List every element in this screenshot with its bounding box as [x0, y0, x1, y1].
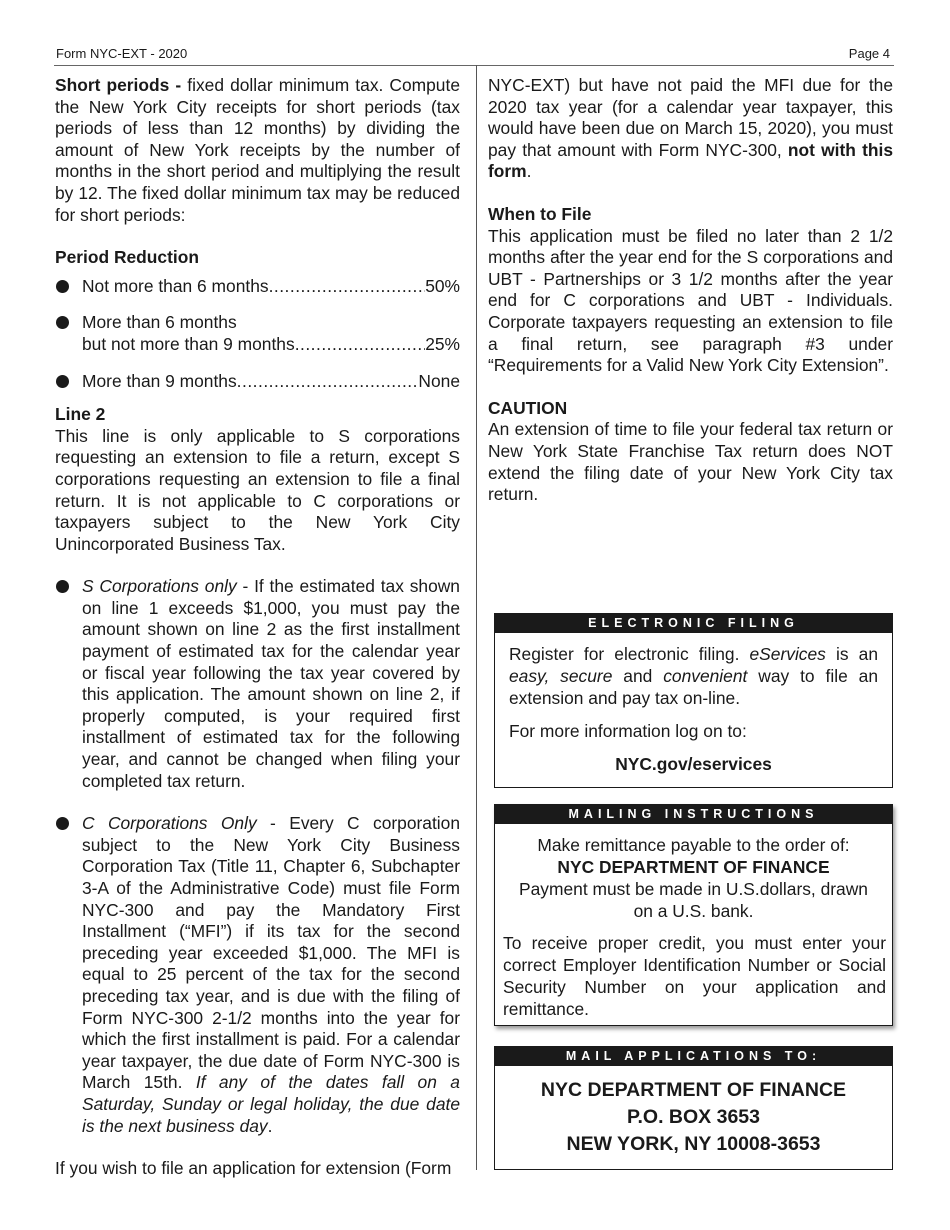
more-info-text: For more information log on to: — [509, 721, 747, 741]
caution-heading: CAUTION — [488, 397, 568, 418]
mfi-continued-text: NYC-EXT) but have not paid the MFI due for the 2020 tax year (for a calendar year taxpayer, this would have been due on March 15, 2020), you must pay that amount with Form NYC-300, — [488, 75, 893, 160]
efiling-text: and — [612, 666, 664, 686]
left-column — [55, 75, 460, 1180]
s-corp-text: - If the estimated tax shown on line 1 exceeds $1,000, you must pay the amount shown on line 2 as the first installment payment of estimated tax for the calendar year or fiscal year following the tax year covered by this application. The amount shown on line 2, if properly computed, is your required first installment of estimated tax for the following year, and cannot be changed when filing your completed tax return. — [82, 576, 460, 791]
bullet-icon — [56, 375, 69, 388]
bullet-icon — [56, 280, 69, 293]
reduction-label: but not more than 9 months — [82, 333, 295, 354]
address-line1: NYC DEPARTMENT OF FINANCE — [540, 1079, 847, 1101]
mail-applications-box — [494, 1046, 893, 1170]
address-line3: NEW YORK, NY 10008-3653 — [566, 1133, 821, 1155]
address-line2: P.O. BOX 3653 — [627, 1106, 760, 1128]
efiling-text: way to file an extension and pay tax on-line. — [509, 666, 878, 708]
bullet-icon — [56, 817, 69, 830]
reduction-item — [55, 276, 460, 298]
eservices-term: eServices — [749, 644, 826, 664]
when-to-file-heading: When to File — [488, 203, 592, 224]
reduction-value: 50% — [425, 275, 460, 296]
credit-text: To receive proper credit, you must enter your correct Employer Identification Number or Social Security Number on your application and remittance. — [503, 933, 886, 1019]
reduction-item — [55, 371, 460, 393]
s-corp-item — [55, 576, 460, 792]
payable-text: Make remittance payable to the order of: — [537, 835, 850, 855]
mail-applications-heading: MAIL APPLICATIONS TO: — [495, 1047, 892, 1066]
reduction-label: Not more than 6 months — [82, 275, 269, 296]
efiling-text: is an — [825, 644, 878, 664]
electronic-filing-box — [494, 613, 893, 788]
c-corp-text: - Every C corporation subject to the New York City Business Corporation Tax (Title 11, Chapter 6, Subchapter 3-A of the Administrative Code) must file Form NYC-300 and pay the Mandatory First Installment (“MFI”) if its tax for the second preceding year exceeded $1,000. The MFI is equal to 25 percent of the tax for the second preceding tax year, and is due with the filing of Form NYC-300 2-1/2 months into the year for which the first installment is paid. For a calendar year taxpayer, the due date of Form NYC-300 is March 15th. — [82, 813, 460, 1093]
s-corp-label: S Corporations only — [82, 576, 237, 597]
form-id: Form NYC-EXT - 2020 — [56, 46, 188, 61]
mailing-instructions-box — [494, 804, 893, 1026]
electronic-filing-heading: ELECTRONIC FILING — [495, 614, 892, 633]
reduction-item — [55, 312, 460, 355]
mfi-continued-end: . — [526, 161, 532, 182]
short-periods-text: fixed dollar minimum tax. Compute the New York City receipts for short periods (tax periods of less than 12 months) by dividing the amount of New York receipts by the number of months in the short period and multiplying the result by 12. The fixed dollar minimum tax may be reduced for short periods: — [55, 75, 460, 225]
short-periods-label: Short periods - — [55, 75, 182, 95]
dot-leader — [237, 371, 419, 393]
dot-leader — [295, 334, 426, 356]
when-to-file-paragraph: This application must be filed no later than 2 1/2 months after the year end for the S corporations and UBT - Partnerships or 3 1/2 months after the year end for C corporations and UBT - Individuals. Corporate taxpayers requesting an extension to file a final return, see paragraph #3 under “Requirements for a Valid New York City Extension”. — [488, 225, 893, 376]
payment-text: Payment must be made in U.S.dollars, drawn on a U.S. bank. — [519, 879, 868, 921]
payee-name: NYC DEPARTMENT OF FINANCE — [557, 857, 830, 877]
c-corp-end: . — [267, 1115, 273, 1136]
c-corp-item — [55, 813, 460, 1137]
column-divider — [476, 65, 477, 1170]
efiling-paragraph — [509, 643, 878, 709]
page-number: Page 4 — [848, 46, 890, 61]
right-column — [488, 75, 893, 506]
header-divider — [54, 65, 894, 66]
c-corp-label: C Corporations Only — [82, 813, 257, 834]
caution-paragraph: An extension of time to file your federal tax return or New York State Franchise Tax return does NOT extend the filing date of your New York City tax return. — [488, 419, 893, 505]
mfi-continued-bold: not with this form — [488, 139, 893, 182]
reduction-label-line1: More than 6 months — [82, 312, 237, 333]
efiling-italic: convenient — [663, 666, 748, 686]
dot-leader — [269, 276, 426, 298]
mfi-continued-paragraph — [488, 75, 893, 183]
extension-paragraph-start: If you wish to file an application for extension (Form — [55, 1158, 452, 1179]
reduction-value: None — [418, 370, 460, 391]
efiling-text: Register for electronic filing. — [509, 644, 750, 664]
reduction-value: 25% — [425, 333, 460, 354]
bullet-icon — [56, 316, 69, 329]
c-corp-italic: If any of the dates fall on a Saturday, Sunday or legal holiday, the due date is the next business day — [82, 1072, 460, 1136]
short-periods-paragraph — [55, 75, 460, 226]
bullet-icon — [56, 580, 69, 593]
reduction-label: More than 9 months — [82, 370, 237, 391]
line2-paragraph: This line is only applicable to S corporations requesting an extension to file a return, except S corporations requesting an extension to file a final return. It is not applicable to C corporations or taxpayers subject to the New York City Unincorporated Business Tax. — [55, 425, 460, 554]
efiling-italic: easy, secure — [509, 666, 613, 686]
period-reduction-heading: Period Reduction — [55, 247, 199, 268]
eservices-link[interactable]: NYC.gov/eservices — [615, 754, 772, 774]
mailing-instructions-heading: MAILING INSTRUCTIONS — [495, 805, 892, 824]
line2-heading: Line 2 — [55, 404, 106, 425]
